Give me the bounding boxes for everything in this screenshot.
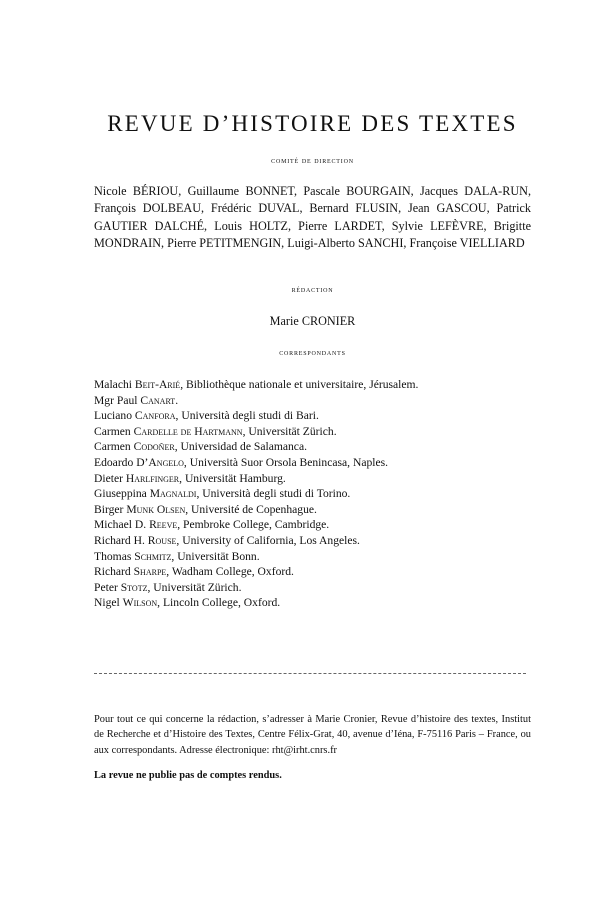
redaction-editor: Marie CRONIER	[269, 314, 356, 328]
correspondent-item: Giuseppina Magnaldi, Università degli studi di Torino.	[94, 487, 351, 501]
correspondent-item: Mgr Paul Canart.	[94, 393, 179, 407]
dashed-divider	[94, 673, 526, 674]
correspondent-item: Carmen Codoñer, Universidad de Salamanca.	[94, 440, 308, 454]
contact-paragraph: Pour tout ce qui concerne la rédaction, s’adresser à Marie Cronier, Revue d’histoire des textes, Institut de Recherche et d’Histoire des Textes, Centre Félix-Grat, 40, avenue d’Iéna, F-75116 Paris – France, ou aux correspondants. Adresse électronique: rht@irht.cnrs.fr	[94, 714, 531, 756]
correspondent-item: Richard H. Rouse, University of California, Los Angeles.	[94, 533, 360, 547]
correspondent-item: Malachi Beit-Arié, Bibliothèque nationale et universitaire, Jérusalem.	[94, 378, 419, 391]
correspondent-item: Peter Stotz, Universität Zürich.	[94, 580, 242, 594]
journal-title: REVUE D’HISTOIRE DES TEXTES	[107, 111, 518, 136]
correspondent-item: Michael D. Reeve, Pembroke College, Cambridge.	[94, 518, 330, 532]
correspondent-item: Edoardo D’Angelo, Università Suor Orsola Benincasa, Naples.	[94, 455, 389, 469]
committee-members: Nicole BÉRIOU, Guillaume BONNET, Pascale BOURGAIN, Jacques DALA-RUN, François DOLBEAU, Frédéric DUVAL, Bernard FLUSIN, Jean GASCOU, Patrick GAUTIER DALCHÉ, Louis HOLTZ, Pierre LARDET, Sylvie LEFÈVRE, Brigitte MONDRAIN, Pierre PETITMENGIN, Luigi-Alberto SANCHI, Françoise VIELLIARD	[94, 184, 531, 250]
review-notice: La revue ne publie pas de comptes rendus.	[94, 770, 282, 781]
correspondent-item: Luciano Canfora, Università degli studi di Bari.	[94, 409, 319, 423]
committee-heading: comité de direction	[271, 156, 354, 165]
correspondent-item: Nigel Wilson, Lincoln College, Oxford.	[94, 596, 281, 610]
correspondents-heading: correspondants	[279, 348, 346, 357]
correspondents-list	[94, 377, 531, 611]
redaction-heading: rédaction	[291, 285, 334, 294]
correspondent-item: Dieter Harlfinger, Universität Hamburg.	[94, 471, 286, 485]
correspondent-item: Birger Munk Olsen, Université de Copenhague.	[94, 502, 317, 516]
correspondent-item: Richard Sharpe, Wadham College, Oxford.	[94, 565, 294, 579]
correspondent-item: Thomas Schmitz, Universität Bonn.	[94, 549, 260, 563]
correspondent-item: Carmen Cardelle de Hartmann, Universität Zürich.	[94, 424, 337, 438]
